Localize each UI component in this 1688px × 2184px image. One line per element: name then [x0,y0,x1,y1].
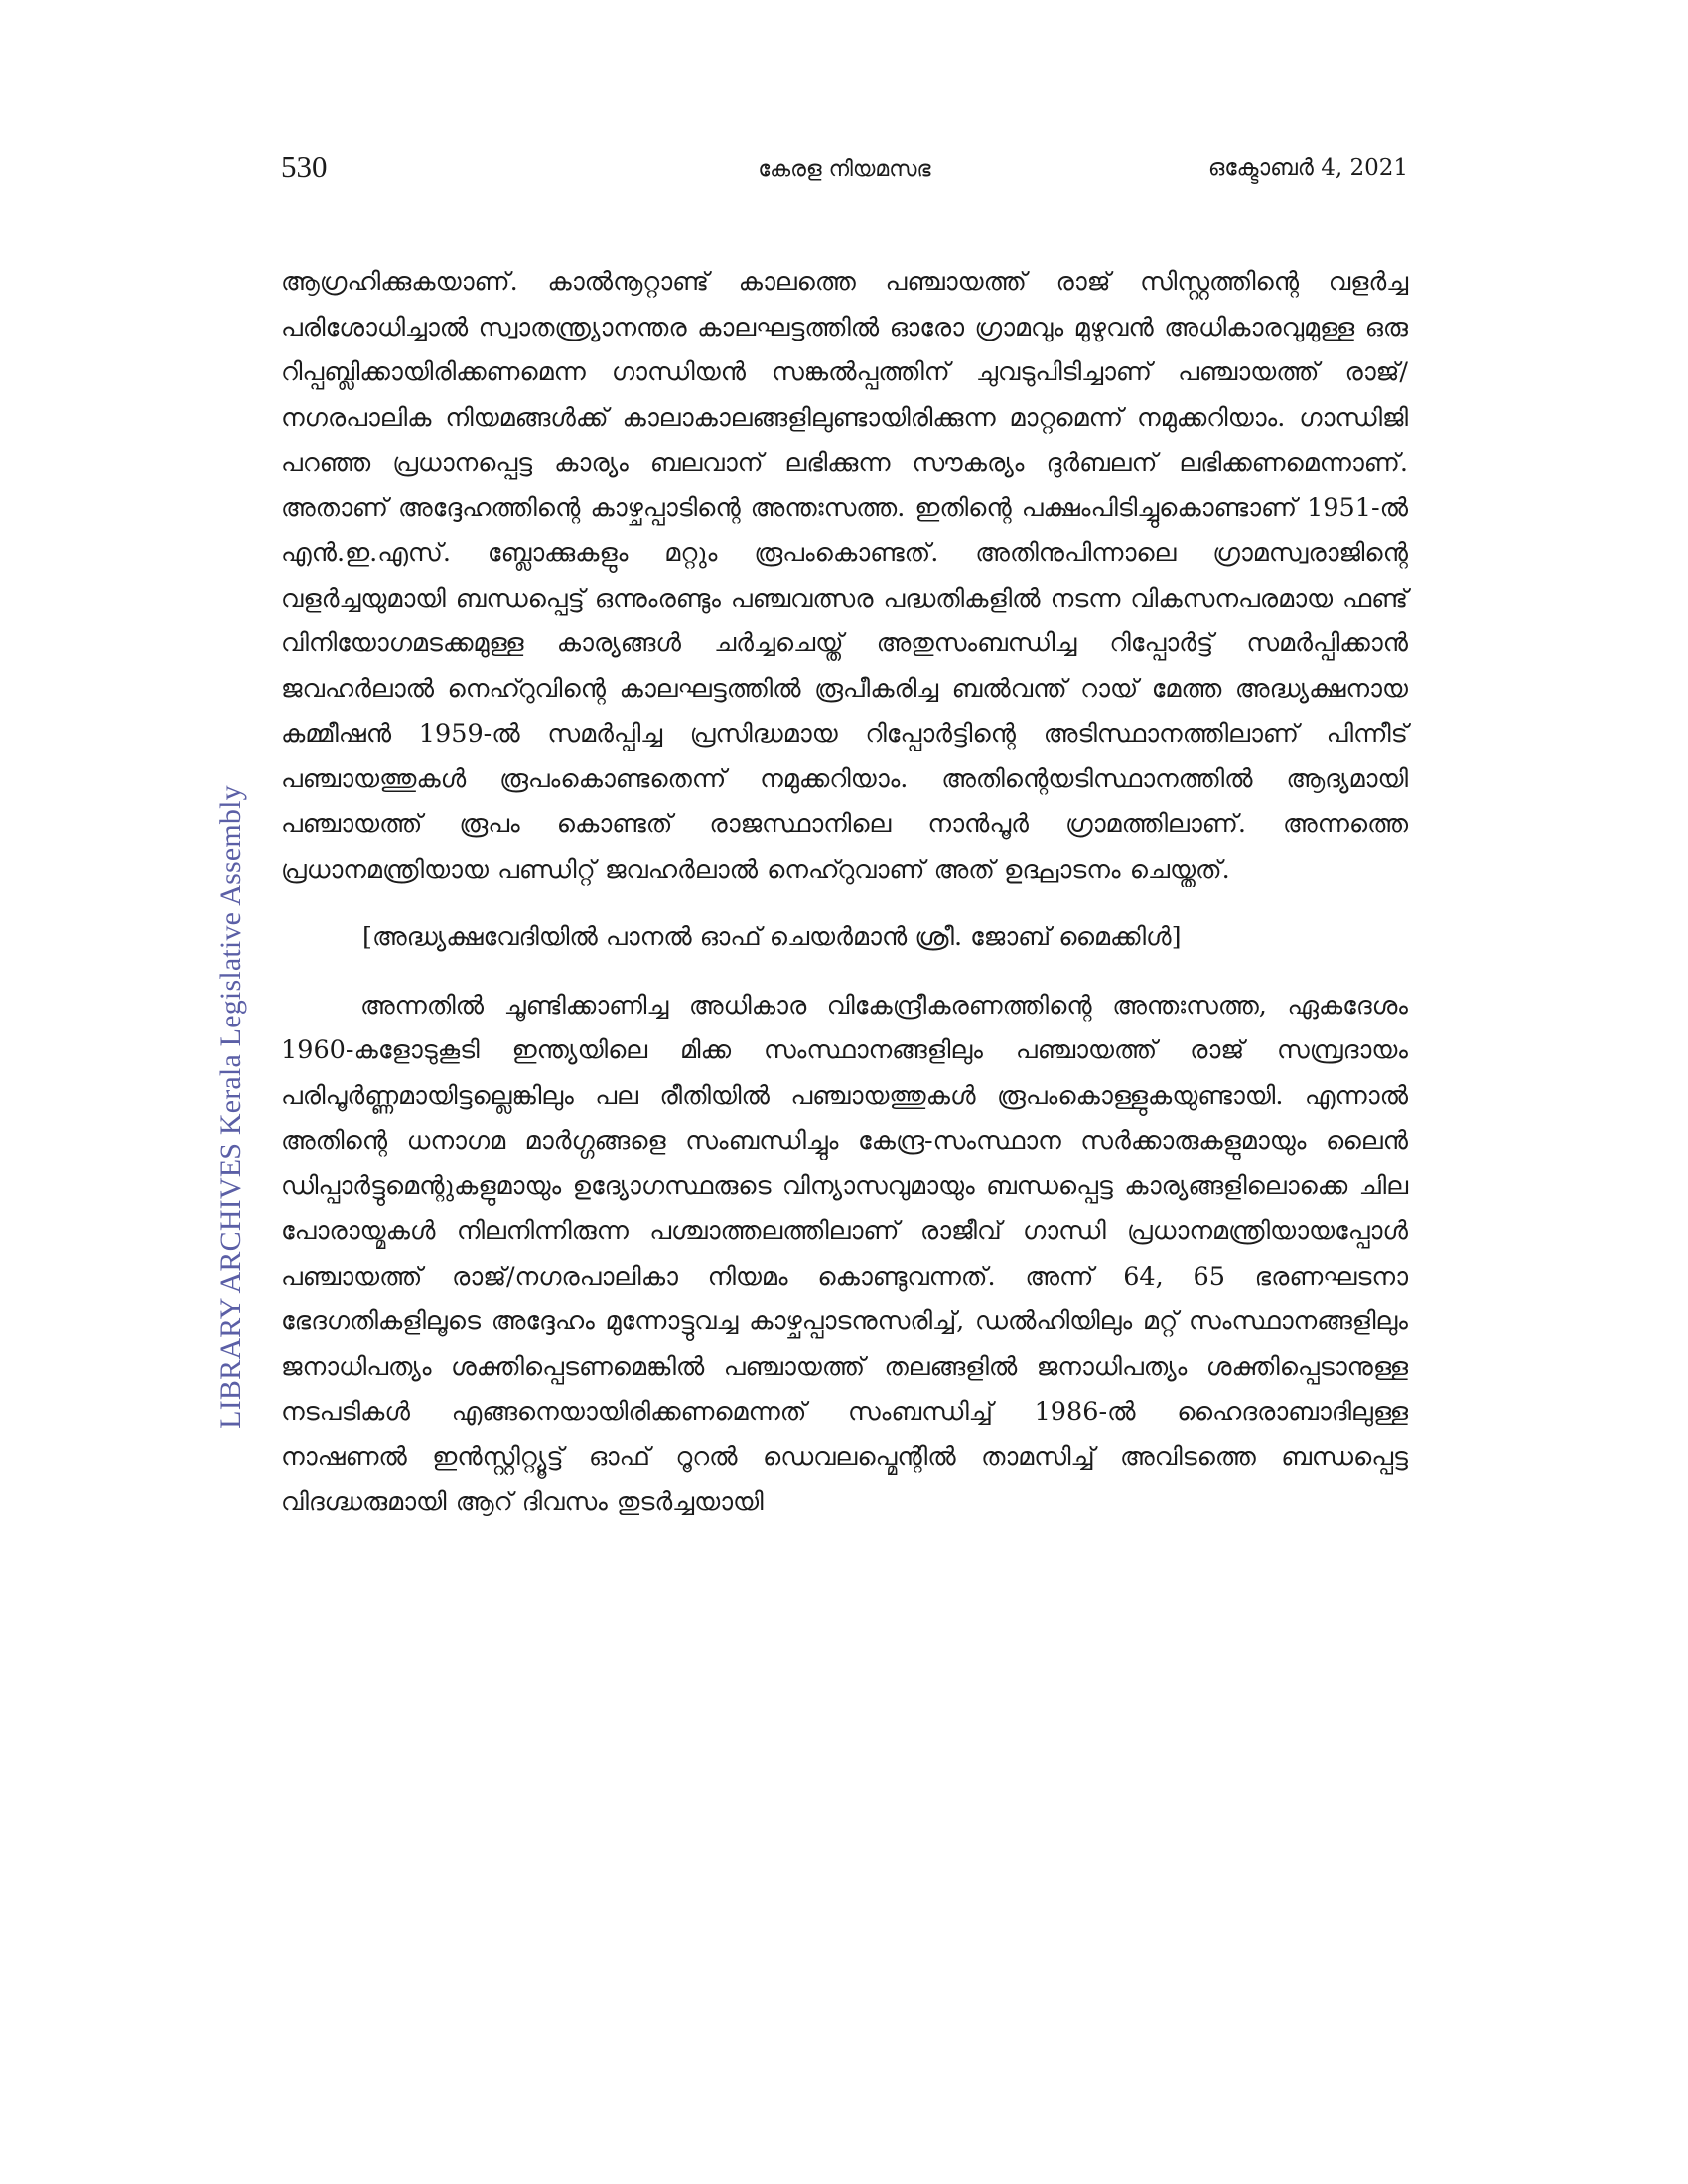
proceedings-text [281,260,1408,1526]
paragraph-1: ആഗ്രഹിക്കുകയാണ്. കാൽനൂറ്റാണ്ട് കാലത്തെ പഞ്ചായത്ത് രാജ് സിസ്റ്റത്തിന്റെ വളർച്ച പരിശോധിച്ചാൽ സ്വാതന്ത്ര്യാനന്തര കാലഘട്ടത്തിൽ ഓരോ ഗ്രാമവും മുഴുവൻ അധികാരവുമുള്ള ഒരു റിപ്പബ്ലിക്കായിരിക്കണമെന്ന ഗാന്ധിയൻ സങ്കൽപ്പത്തിന് ചുവടുപിടിച്ചാണ് പഞ്ചായത്ത് രാജ്/നഗരപാലിക നിയമങ്ങൾക്ക് കാലാകാലങ്ങളിലുണ്ടായിരിക്കുന്ന മാറ്റമെന്ന് നമുക്കറിയാം. ഗാന്ധിജി പറഞ്ഞ പ്രധാനപ്പെട്ട കാര്യം ബലവാന് ലഭിക്കുന്ന സൗകര്യം ദുർബലന് ലഭിക്കണമെന്നാണ്. അതാണ് അദ്ദേഹത്തിന്റെ കാഴ്ചപ്പാടിന്റെ അന്തഃസത്ത. ഇതിന്റെ പക്ഷംപിടിച്ചുകൊണ്ടാണ് 1951-ൽ എൻ.ഇ.എസ്. ബ്ലോക്കുകളും മറ്റും രൂപംകൊണ്ടത്. അതിനുപിന്നാലെ ഗ്രാമസ്വരാജിന്റെ വളർച്ചയുമായി ബന്ധപ്പെട്ട് ഒന്നുംരണ്ടും പഞ്ചവത്സര പദ്ധതികളിൽ നടന്ന വികസനപരമായ ഫണ്ട് വിനിയോഗമടക്കമുള്ള കാര്യങ്ങൾ ചർച്ചചെയ്ത് അതുസംബന്ധിച്ച റിപ്പോർട്ട് സമർപ്പിക്കാൻ ജവഹർലാൽ നെഹ്റുവിന്റെ കാലഘട്ടത്തിൽ രൂപീകരിച്ച ബൽവന്ത് റായ് മേത്ത അദ്ധ്യക്ഷനായ കമ്മീഷൻ 1959-ൽ സമർപ്പിച്ച പ്രസിദ്ധമായ റിപ്പോർട്ടിന്റെ അടിസ്ഥാനത്തിലാണ് പിന്നീട് പഞ്ചായത്തുകൾ രൂപംകൊണ്ടതെന്ന് നമുക്കറിയാം. അതിന്റെയടിസ്ഥാനത്തിൽ ആദ്യമായി പഞ്ചായത്ത് രൂപം കൊണ്ടത് രാജസ്ഥാനിലെ നാൻപൂർ ഗ്രാമത്തിലാണ്. അന്നത്തെ പ്രധാനമന്ത്രിയായ പണ്ഡിറ്റ് ജവഹർലാൽ നെഹ്റുവാണ് അത് ഉദ്ഘാടനം ചെയ്തത്. [281,267,1408,885]
page-number: 530 [281,149,328,184]
chair-note: [അദ്ധ്യക്ഷവേദിയിൽ പാനൽ ഓഫ് ചെയർമാൻ ശ്രീ. ജോബ് മൈക്കിൾ] [362,922,1182,952]
header-date: ഒക്ടോബർ 4, 2021 [1207,155,1408,181]
page-header [281,149,1408,197]
paragraph-2: അന്നതിൽ ചൂണ്ടിക്കാണിച്ച അധികാര വികേന്ദ്രീകരണത്തിന്റെ അന്തഃസത്ത, ഏകദേശം 1960-കളോടുകൂടി ഇന്ത്യയിലെ മിക്ക സംസ്ഥാനങ്ങളിലും പഞ്ചായത്ത് രാജ് സമ്പ്രദായം പരിപൂർണ്ണമായിട്ടല്ലെങ്കിലും പല രീതിയിൽ പഞ്ചായത്തുകൾ രൂപംകൊള്ളുകയുണ്ടായി. എന്നാൽ അതിന്റെ ധനാഗമ മാർഗ്ഗങ്ങളെ സംബന്ധിച്ചും കേന്ദ്ര-സംസ്ഥാന സർക്കാരുകളുമായും ലൈൻ ഡിപ്പാർട്ടുമെന്റുകളുമായും ഉദ്യോഗസ്ഥരുടെ വിന്യാസവുമായും ബന്ധപ്പെട്ട കാര്യങ്ങളിലൊക്കെ ചില പോരായ്മകൾ നിലനിന്നിരുന്ന പശ്ചാത്തലത്തിലാണ് രാജീവ് ഗാന്ധി പ്രധാനമന്ത്രിയായപ്പോൾ പഞ്ചായത്ത് രാജ്/നഗരപാലികാ നിയമം കൊണ്ടുവന്നത്. അന്ന് 64, 65 ഭരണഘടനാ ഭേദഗതികളിലൂടെ അദ്ദേഹം മുന്നോട്ടുവച്ച കാഴ്ചപ്പാടനുസരിച്ച്, ഡൽഹിയിലും മറ്റ് സംസ്ഥാനങ്ങളിലും ജനാധിപത്യം ശക്തിപ്പെടണമെങ്കിൽ പഞ്ചായത്ത് തലങ്ങളിൽ ജനാധിപത്യം ശക്തിപ്പെടാനുള്ള നടപടികൾ എങ്ങനെയായിരിക്കണമെന്നത് സംബന്ധിച്ച് 1986-ൽ ഹൈദരാബാദിലുള്ള നാഷണൽ ഇൻസ്റ്റിറ്റ്യൂട്ട് ഓഫ് റൂറൽ ഡെവലപ്മെന്റിൽ താമസിച്ച് അവിടത്തെ ബന്ധപ്പെട്ട വിദഗ്ദ്ധരുമായി ആറ് ദിവസം തുടർച്ചയായി [281,990,1408,1517]
archive-watermark: LIBRARY ARCHIVES Kerala Legislative Assembly [214,785,247,1429]
running-title: കേരള നിയമസഭ [758,157,931,182]
